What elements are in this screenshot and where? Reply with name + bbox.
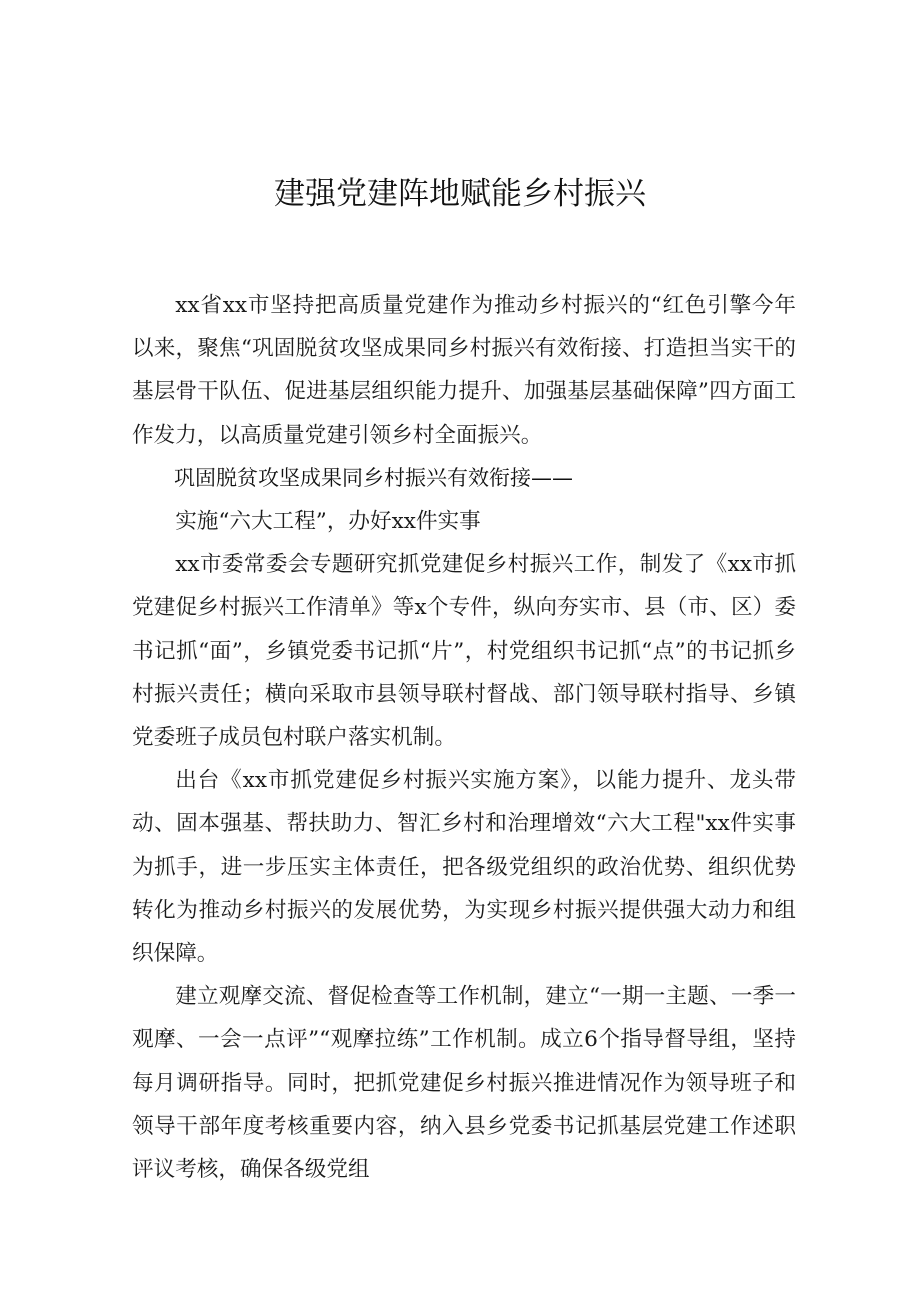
- document-title: 建强党建阵地赋能乡村振兴: [274, 176, 646, 212]
- intro-paragraph: xx省xx市坚持把高质量党建作为推动乡村振兴的“红色引擎今年以来，聚焦“巩固脱贫攻坚成果同乡村振兴有效衔接、打造担当实干的基层骨干队伍、促进基层组织能力提升、加强基层基础保障”四方面工作发力，以高质量党建引领乡村全面振兴。: [132, 293, 796, 448]
- body-paragraph: 出台《xx市抓党建促乡村振兴实施方案》，以能力提升、龙头带动、固本强基、帮扶助力、智汇乡村和治理增效“六大工程"xx件实事为抓手，进一步压实主体责任，把各级党组织的政治优势、组织优势转化为推动乡村振兴的发展优势，为实现乡村振兴提供强大动力和组织保障。: [132, 768, 796, 967]
- section-heading: 巩固脱贫攻坚成果同乡村振兴有效衔接——: [174, 465, 573, 490]
- body-paragraph: 建立观摩交流、督促检查等工作机制，建立“一期一主题、一季一观摩、一会一点评”“观摩拉练”工作机制。成立6个指导督导组，坚持每月调研指导。同时，把抓党建促乡村振兴推进情况作为领导班子和领导干部年度考核重要内容，纳入县乡党委书记抓基层党建工作述职评议考核，确保各级党组: [132, 984, 796, 1183]
- section-subheading: 实施“六大工程”，办好xx件实事: [175, 509, 481, 535]
- document-body: [132, 284, 796, 1191]
- body-paragraph: xx市委常委会专题研究抓党建促乡村振兴工作，制发了《xx市抓党建促乡村振兴工作清单》等x个专件，纵向夯实市、县（市、区）委书记抓“面”，乡镇党委书记抓“片”，村党组织书记抓“点”的书记抓乡村振兴责任；横向采取市县领导联村督战、部门领导联村指导、乡镇党委班子成员包村联户落实机制。: [132, 552, 796, 751]
